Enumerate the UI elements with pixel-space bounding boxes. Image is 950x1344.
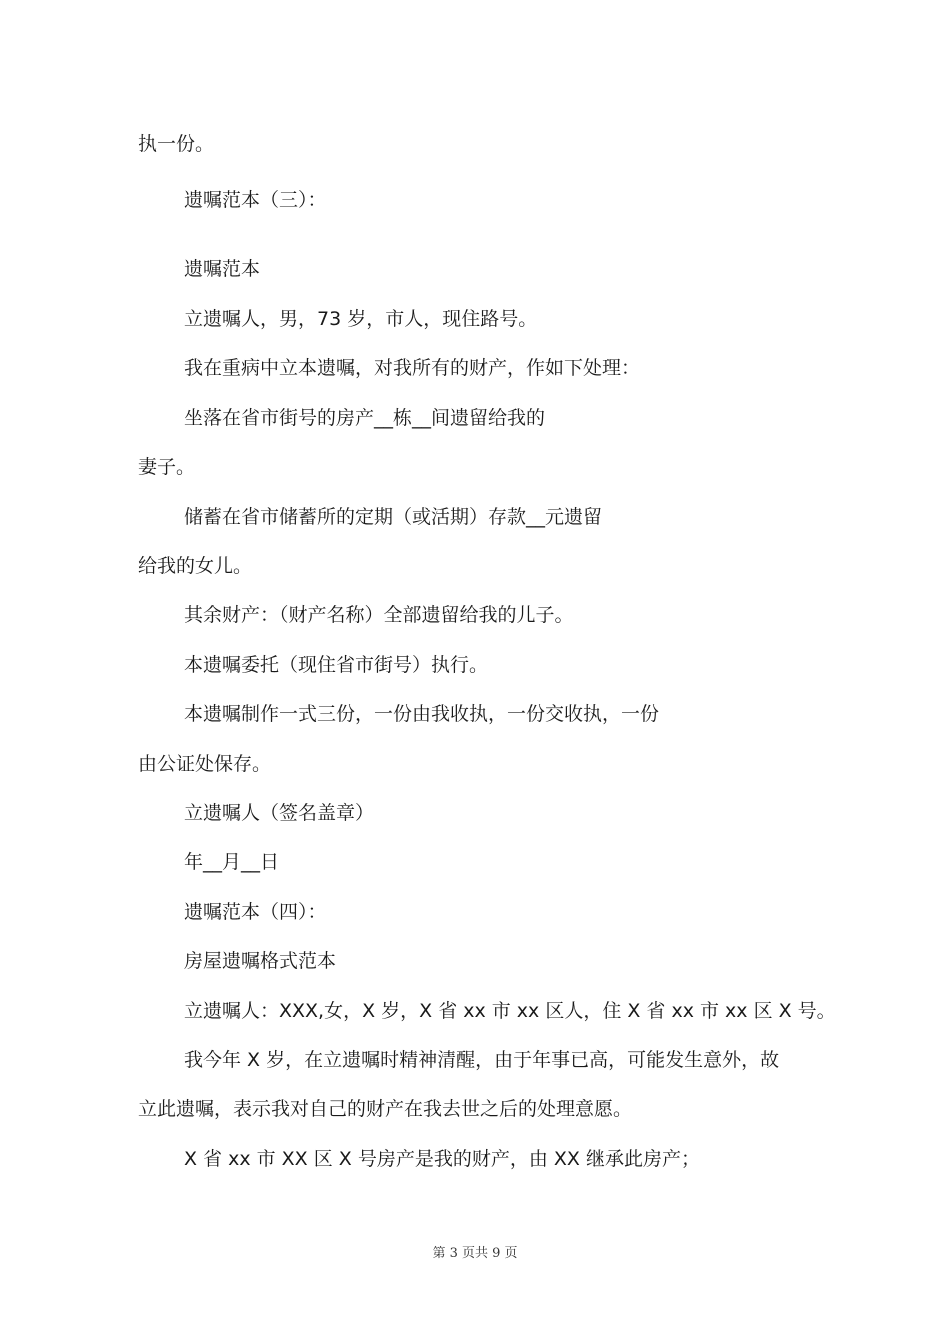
text-line-6: 坐落在省市街号的房产__栋__间遗留给我的 <box>184 407 546 429</box>
signature-line: 立遗嘱人（签名盖章） <box>184 802 375 824</box>
sample-title-2: 房屋遗嘱格式范本 <box>184 950 337 972</box>
text-line-12: 本遗嘱制作一式三份，一份由我收执，一份交收执，一份 <box>184 703 660 725</box>
text-line-10: 其余财产：（财产名称）全部遗留给我的儿子。 <box>184 604 574 626</box>
sample-title: 遗嘱范本 <box>184 258 261 280</box>
text-line-1: 执一份。 <box>138 133 215 155</box>
text-line-8: 储蓄在省市储蓄所的定期（或活期）存款__元遗留 <box>184 506 603 528</box>
section-heading-4: 遗嘱范本（四）： <box>184 901 327 923</box>
text-line-9: 给我的女儿。 <box>138 555 253 577</box>
text-line-4: 立遗嘱人，男，73 岁，市人，现住路号。 <box>184 308 538 330</box>
text-line-20: 立此遗嘱，表示我对自己的财产在我去世之后的处理意愿。 <box>138 1098 633 1120</box>
page-number-footer: 第 3 页共 9 页 <box>432 1246 518 1261</box>
text-line-18: 立遗嘱人：XXX,女，X 岁，X 省 xx 市 xx 区人，住 X 省 xx 市 xx 区 X 号。 <box>184 1000 836 1022</box>
text-line-13: 由公证处保存。 <box>138 753 272 775</box>
section-heading-3: 遗嘱范本（三）： <box>184 189 327 211</box>
text-line-7: 妻子。 <box>138 456 196 478</box>
text-line-19: 我今年 X 岁，在立遗嘱时精神清醒，由于年事已高，可能发生意外，故 <box>184 1049 780 1071</box>
text-line-11: 本遗嘱委托（现住省市街号）执行。 <box>184 654 489 676</box>
text-line-21: X 省 xx 市 XX 区 X 号房产是我的财产，由 XX 继承此房产； <box>184 1148 700 1170</box>
date-line: 年__月__日 <box>184 851 280 873</box>
text-line-5: 我在重病中立本遗嘱，对我所有的财产，作如下处理： <box>184 357 641 379</box>
